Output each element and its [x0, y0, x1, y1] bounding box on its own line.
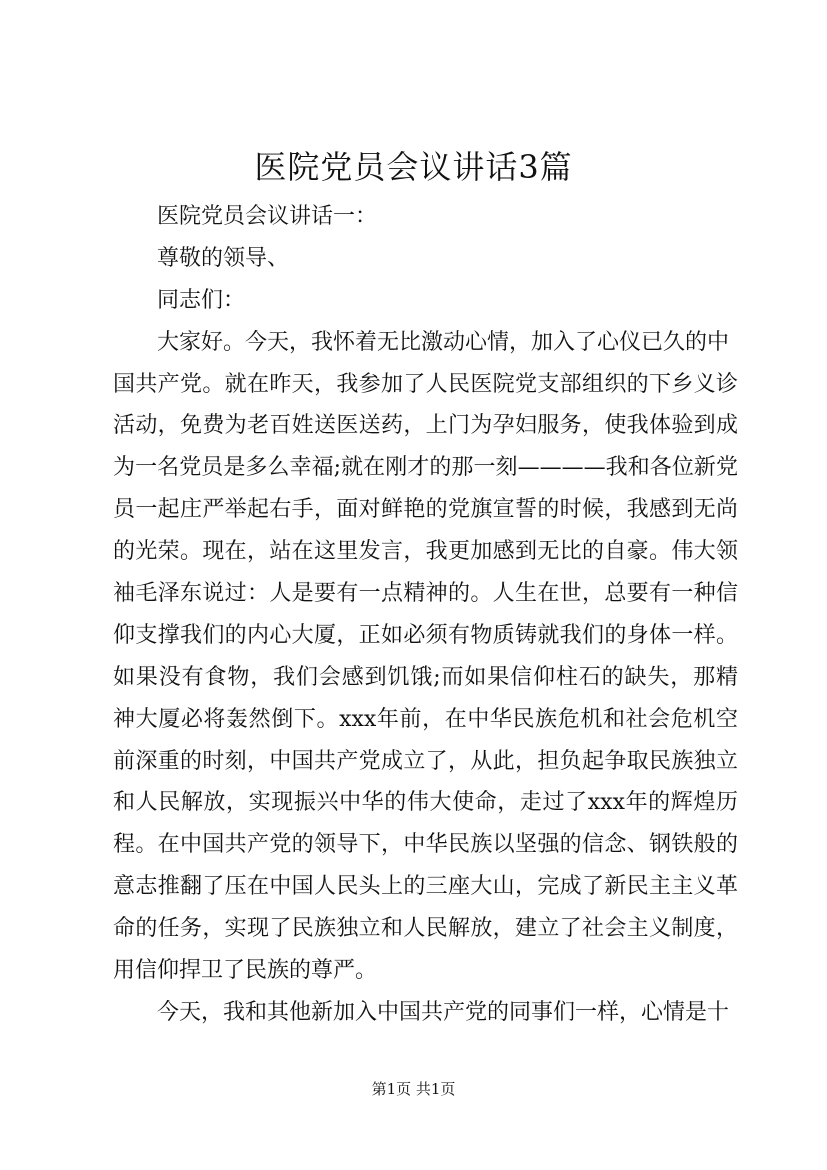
paragraph-line: 医院党员会议讲话一：: [157, 204, 378, 229]
paragraph-line: 为一名党员是多么幸福;就在刚才的那一刻————我和各位新党: [113, 455, 738, 481]
paragraph-line: 意志推翻了压在中国人民头上的三座大山，完成了新民主主义革: [113, 874, 738, 900]
paragraph-line: 今天，我和其他新加入中国共产党的同事们一样，心情是十: [157, 999, 730, 1025]
paragraph-line: 袖毛泽东说过：人是要有一点精神的。人生在世，总要有一种信: [113, 581, 738, 607]
paragraph-line: 同志们：: [157, 287, 246, 313]
paragraph-line: 用信仰捍卫了民族的尊严。: [113, 958, 378, 984]
paragraph-line: 如果没有食物，我们会感到饥饿;而如果信仰柱石的缺失，那精: [113, 664, 738, 690]
paragraph-line: 仰支撑我们的内心大厦，正如必须有物质铸就我们的身体一样。: [113, 622, 738, 648]
paragraph-line: 的光荣。现在，站在这里发言，我更加感到无比的自豪。伟大领: [113, 539, 738, 565]
paragraph-line: 活动，免费为老百姓送医送药，上门为孕妇服务，使我体验到成: [113, 413, 738, 439]
paragraph-line: 前深重的时刻，中国共产党成立了，从此，担负起争取民族独立: [113, 748, 738, 774]
document-title: 医院党员会议讲话3篇: [254, 148, 573, 186]
paragraph-line: 和人民解放，实现振兴中华的伟大使命，走过了xxx年的辉煌历: [113, 790, 738, 816]
paragraph-line: 命的任务，实现了民族独立和人民解放，建立了社会主义制度，: [113, 916, 738, 942]
paragraph-line: 国共产党。就在昨天，我参加了人民医院党支部组织的下乡义诊: [113, 371, 738, 397]
paragraph-line: 程。在中国共产党的领导下，中华民族以坚强的信念、钢铁般的: [113, 832, 738, 858]
page-footer: 第1页 共1页: [371, 1080, 456, 1098]
document-body: [113, 196, 738, 1034]
paragraph-line: 尊敬的领导、: [157, 245, 290, 271]
paragraph-line: 员一起庄严举起右手，面对鲜艳的党旗宣誓的时候，我感到无尚: [113, 497, 738, 523]
paragraph-line: 神大厦必将轰然倒下。xxx年前，在中华民族危机和社会危机空: [113, 706, 738, 732]
paragraph-line: 大家好。今天，我怀着无比激动心情，加入了心仪已久的中: [157, 329, 730, 355]
